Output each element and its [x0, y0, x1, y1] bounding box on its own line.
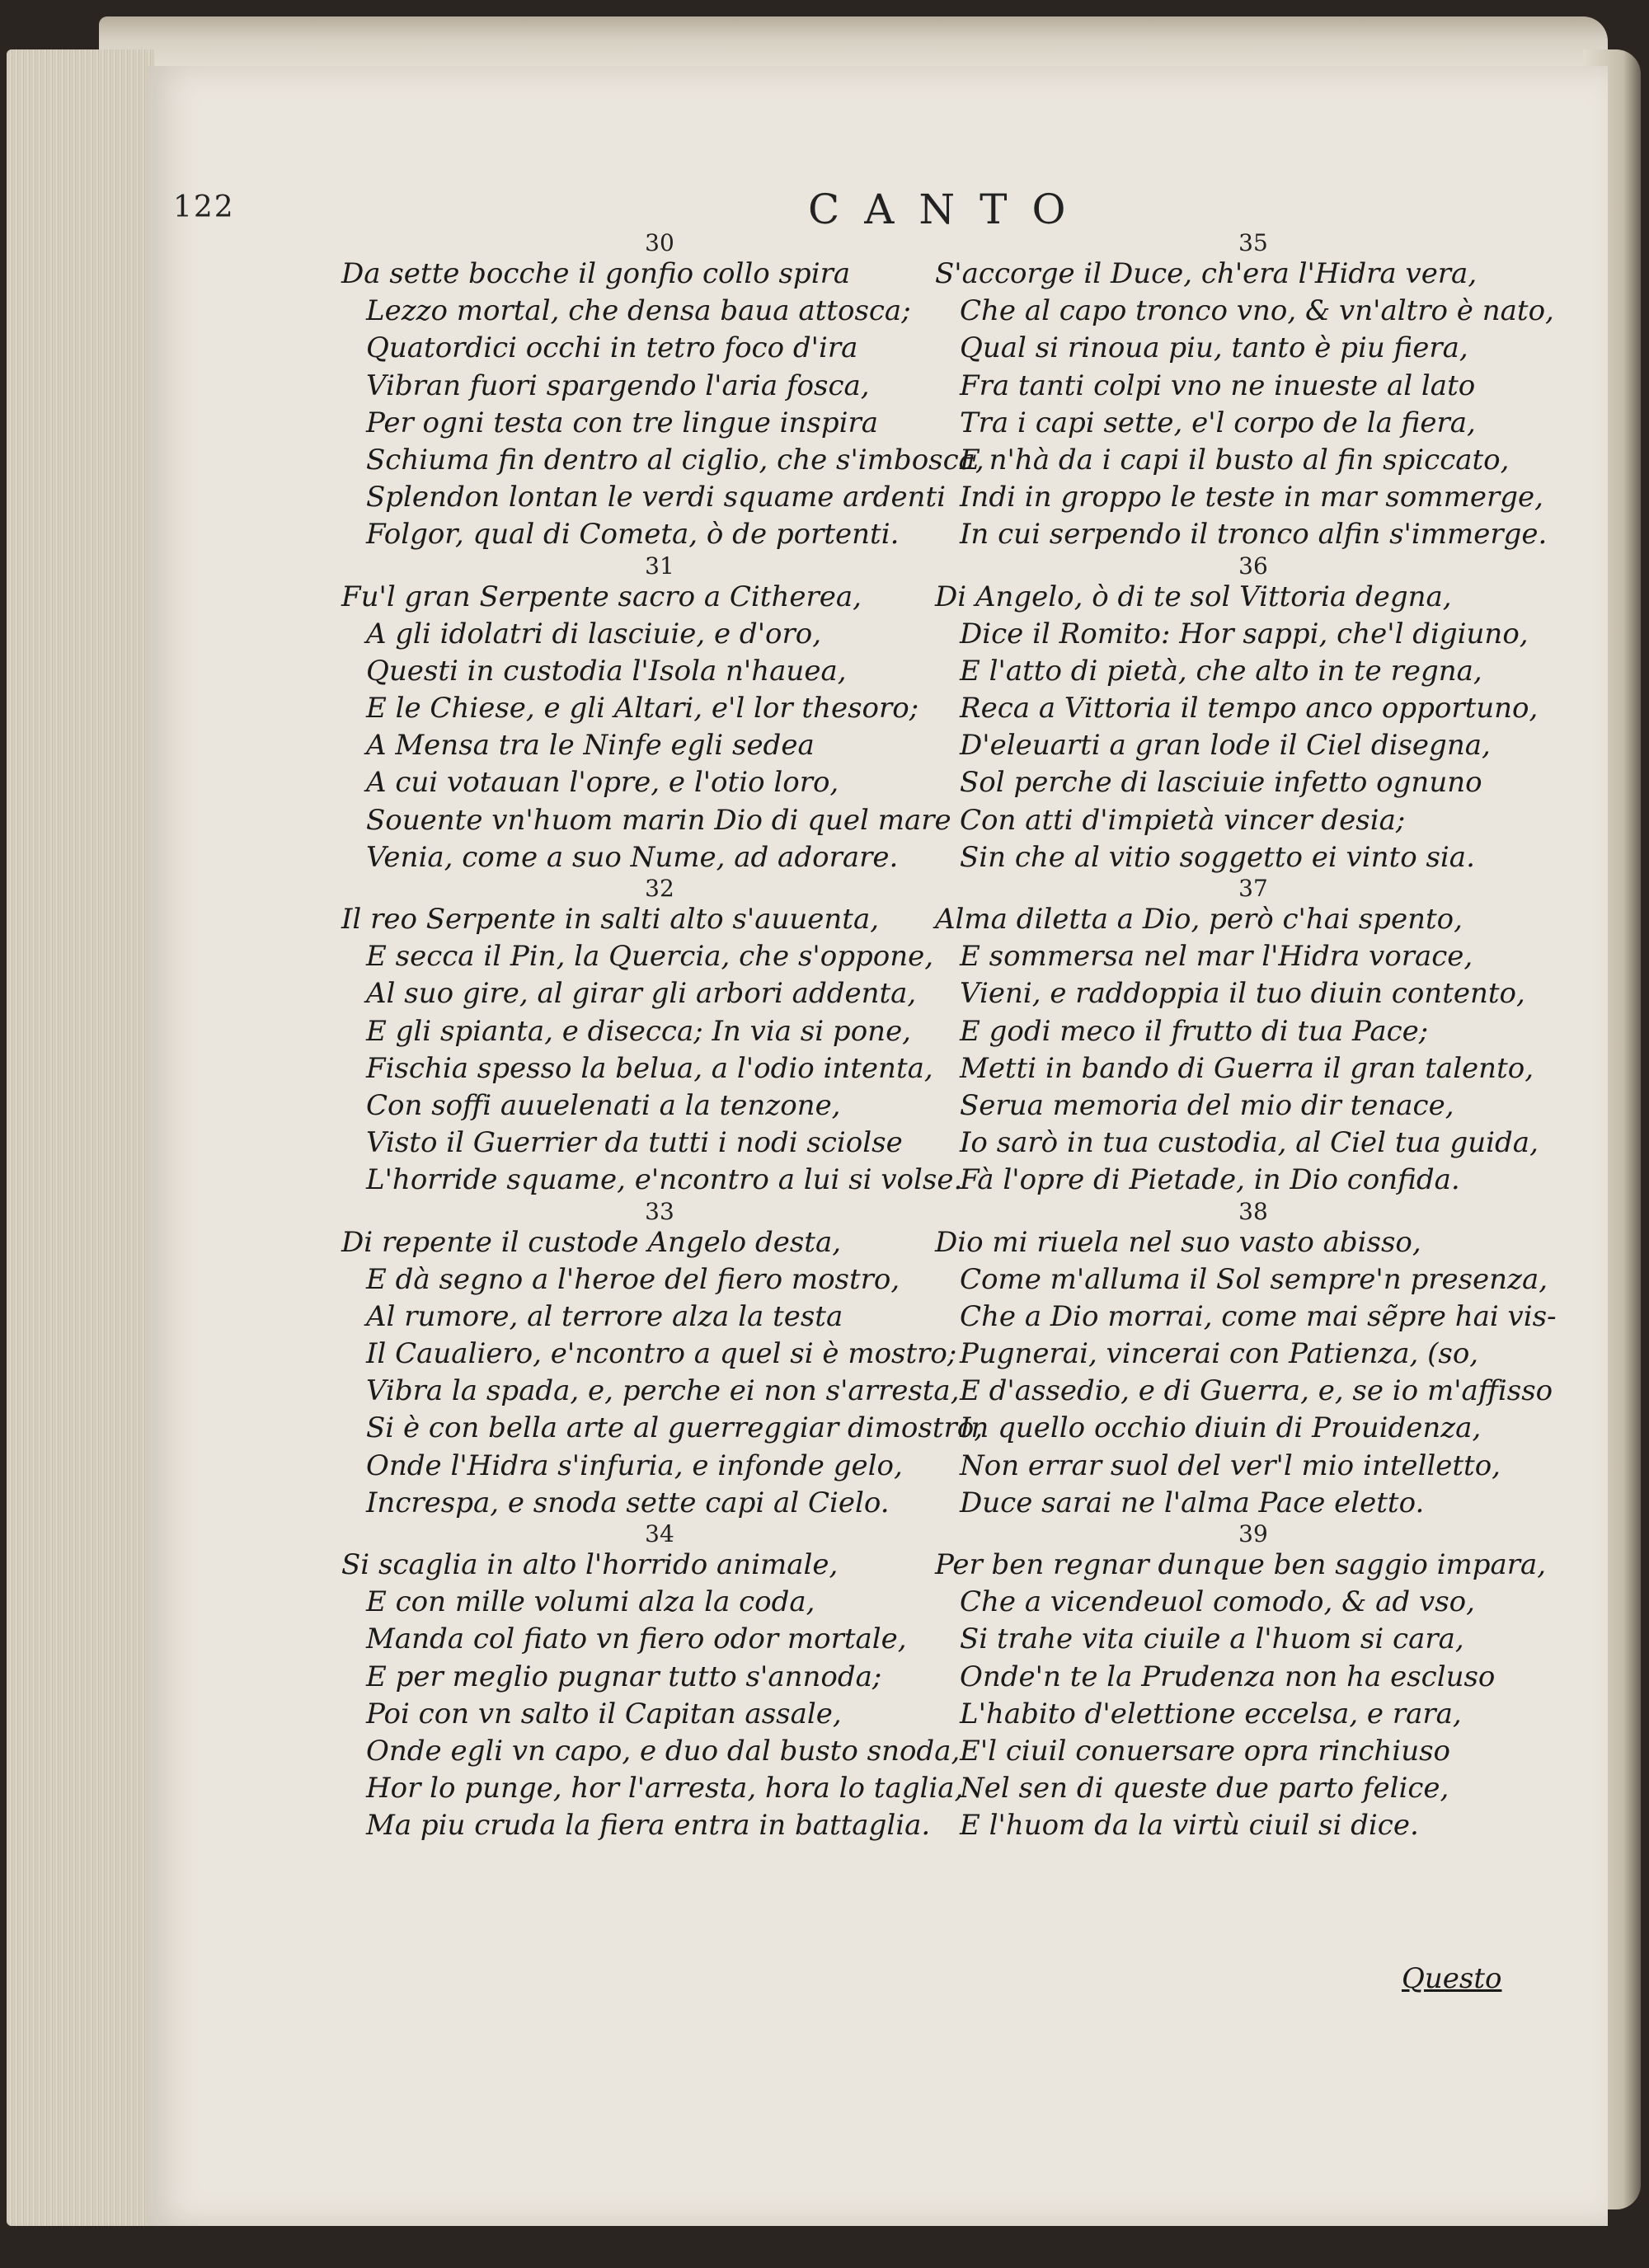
verse-line: Come m'alluma il Sol sempre'n presenza, — [960, 1262, 1548, 1296]
verse-line: Il Caualiero, e'ncontro a quel si è mostro; — [366, 1337, 957, 1371]
verse-line: E l'huom da la virtù ciuil si dice. — [960, 1809, 1419, 1843]
left-column — [341, 229, 984, 1845]
verse-line: Al rumore, al terrore alza la testa — [366, 1299, 843, 1333]
verse-line: E gli spianta, e disecca; In via si pone, — [366, 1014, 911, 1048]
verse-line: Qual si rinoua piu, tanto è piu fiera, — [960, 331, 1468, 365]
verse-line: Si scaglia in alto l'horrido animale, — [341, 1548, 839, 1581]
verse-line: Visto il Guerrier da tutti i nodi sciolse — [366, 1126, 903, 1160]
page-header — [173, 185, 1459, 235]
verse-line: Poi con vn salto il Capitan assale, — [366, 1697, 842, 1730]
verse-line: Che al capo tronco vno, & vn'altro è nato, — [960, 294, 1554, 328]
verse-line: Non errar suol del ver'l mio intelletto, — [960, 1449, 1501, 1482]
page-left-edges — [7, 49, 155, 2226]
right-column — [935, 229, 1567, 1845]
stanza-number: 35 — [1238, 229, 1268, 256]
verse-line: Con atti d'impietà vincer desia; — [960, 803, 1406, 837]
running-title: CANTO — [808, 185, 1091, 233]
verse-line: Lezzo mortal, che densa baua attosca; — [366, 294, 911, 328]
stanza-number: 37 — [1238, 875, 1268, 902]
stanza — [341, 552, 973, 877]
verse-line: In cui serpendo il tronco alfin s'immerge. — [960, 518, 1548, 552]
verse-line: Nel sen di queste due parto felice, — [960, 1772, 1449, 1805]
stanza — [935, 1520, 1567, 1845]
verse-line: Ma piu cruda la fiera entra in battaglia. — [366, 1809, 931, 1843]
stanza-number: 33 — [645, 1197, 674, 1225]
stanza-number: 39 — [1238, 1520, 1268, 1547]
verse-line: Manda col fiato vn fiero odor mortale, — [366, 1622, 907, 1656]
verse-line: Folgor, qual di Cometa, ò de portenti. — [366, 518, 900, 552]
stanza — [341, 1197, 984, 1523]
verse-line: E d'assedio, e di Guerra, e, se io m'affisso — [960, 1374, 1553, 1408]
verse-line: Di Angelo, ò di te sol Vittoria degna, — [935, 580, 1452, 613]
verse-line: Vieni, e raddoppia il tuo diuin contento, — [960, 977, 1525, 1011]
stanza-number: 30 — [645, 229, 674, 256]
verse-line: Che a vicendeuol comodo, & ad vso, — [960, 1585, 1475, 1619]
verse-line: Tra i capi sette, e'l corpo de la fiera, — [960, 406, 1476, 439]
verse-line: Splendon lontan le verdi squame ardenti — [366, 481, 946, 514]
verse-line: Al suo gire, al girar gli arbori addenta, — [366, 977, 917, 1011]
stanza-number: 32 — [645, 875, 674, 902]
verse-line: S'accorge il Duce, ch'era l'Hidra vera, — [935, 257, 1478, 290]
verse-line: E per meglio pugnar tutto s'annoda; — [366, 1660, 882, 1693]
verse-line: Dice il Romito: Hor sappi, che'l digiuno, — [960, 617, 1529, 650]
verse-line: E secca il Pin, la Quercia, che s'oppone, — [366, 940, 934, 974]
stanza-number: 38 — [1238, 1197, 1268, 1225]
verse-line: Onde l'Hidra s'infuria, e infonde gelo, — [366, 1449, 903, 1482]
verse-line: Di repente il custode Angelo desta, — [341, 1225, 842, 1259]
verse-line: E n'hà da i capi il busto al fin spiccato, — [960, 443, 1510, 477]
verse-line: D'eleuarti a gran lode il Ciel disegna, — [960, 729, 1491, 763]
stanza — [341, 229, 984, 554]
verse-line: A gli idolatri di lasciuie, e d'oro, — [366, 617, 822, 650]
verse-line: Metti in bando di Guerra il gran talento, — [960, 1051, 1534, 1085]
verse-line: Fischia spesso la belua, a l'odio intenta, — [366, 1051, 933, 1085]
verse-line: Fu'l gran Serpente sacro a Citherea, — [341, 580, 862, 613]
verse-line: Fra tanti colpi vno ne inueste al lato — [960, 369, 1476, 402]
verse-line: A Mensa tra le Ninfe egli sedea — [366, 729, 815, 763]
verse-line: A cui votauan l'opre, e l'otio loro, — [366, 766, 839, 800]
verse-line: Hor lo punge, hor l'arresta, hora lo taglia, — [366, 1772, 964, 1805]
verse-line: Quatordici occhi in tetro foco d'ira — [366, 331, 858, 365]
verse-line: Vibra la spada, e, perche ei non s'arresta, — [366, 1374, 960, 1408]
verse-line: Sin che al vitio soggetto ei vinto sia. — [960, 840, 1475, 874]
verse-line: Si è con bella arte al guerreggiar dimostro, — [366, 1411, 984, 1445]
verse-line: Dio mi riuela nel suo vasto abisso, — [935, 1225, 1421, 1259]
verse-line: Alma diletta a Dio, però c'hai spento, — [935, 903, 1463, 936]
verse-line: Sol perche di lasciuie infetto ognuno — [960, 766, 1482, 800]
stanza — [935, 1197, 1567, 1523]
verse-line: Increspa, e snoda sette capi al Cielo. — [366, 1486, 890, 1519]
verse-line: Indi in groppo le teste in mar sommerge, — [960, 481, 1543, 514]
verse-line: E l'atto di pietà, che alto in te regna, — [960, 654, 1482, 688]
verse-line: Pugnerai, vincerai con Patienza, (so, — [960, 1337, 1479, 1371]
verse-line: Io sarò in tua custodia, al Ciel tua guida, — [960, 1126, 1539, 1160]
verse-line: E con mille volumi alza la coda, — [366, 1585, 815, 1619]
verse-line: E dà segno a l'heroe del fiero mostro, — [366, 1262, 900, 1296]
verse-line: E godi meco il frutto di tua Pace; — [960, 1014, 1429, 1048]
verse-line: Questi in custodia l'Isola n'hauea, — [366, 654, 847, 688]
verse-line: Che a Dio morrai, come mai sẽpre hai vis- — [960, 1299, 1557, 1333]
verse-line: E le Chiese, e gli Altari, e'l lor thesoro; — [366, 692, 919, 725]
verse-line: Onde egli vn capo, e duo dal busto snoda, — [366, 1734, 961, 1768]
verse-line: L'habito d'elettione eccelsa, e rara, — [960, 1697, 1462, 1730]
verse-line: Per ogni testa con tre lingue inspira — [366, 406, 878, 439]
verse-line: Schiuma fin dentro al ciglio, che s'imbosca, — [366, 443, 984, 477]
verse-line: E sommersa nel mar l'Hidra vorace, — [960, 940, 1473, 974]
stanza — [935, 875, 1567, 1200]
verse-line: Il reo Serpente in salti alto s'auuenta, — [341, 903, 880, 936]
stanza — [935, 229, 1567, 554]
verse-line: E'l ciuil conuersare opra rinchiuso — [960, 1734, 1451, 1768]
verse-line: Fà l'opre di Pietade, in Dio confida. — [960, 1163, 1460, 1197]
verse-line: Si trahe vita ciuile a l'huom si cara, — [960, 1622, 1464, 1656]
verse-line: Reca a Vittoria il tempo anco opportuno, — [960, 692, 1539, 725]
verse-line: Vibran fuori spargendo l'aria fosca, — [366, 369, 870, 402]
page-number: 122 — [173, 190, 235, 224]
verse-line: Onde'n te la Prudenza non ha escluso — [960, 1660, 1496, 1693]
verse-line: Da sette bocche il gonfio collo spira — [341, 257, 851, 290]
verse-line: In quello occhio diuin di Prouidenza, — [960, 1411, 1482, 1445]
stanza-number: 31 — [645, 552, 674, 580]
stanza — [341, 875, 973, 1200]
verse-line: Con soffi auuelenati a la tenzone, — [366, 1088, 841, 1122]
catchword: Questo — [1402, 1962, 1502, 1995]
stanza — [341, 1520, 973, 1845]
verse-line: Venia, come a suo Nume, ad adorare. — [366, 840, 899, 874]
stanza — [935, 552, 1567, 877]
verse-line: Souente vn'huom marin Dio di quel mare — [366, 803, 951, 837]
verse-line: Duce sarai ne l'alma Pace eletto. — [960, 1486, 1425, 1519]
verse-line: L'horride squame, e'ncontro a lui si volse. — [366, 1163, 963, 1197]
verse-line: Serua memoria del mio dir tenace, — [960, 1088, 1454, 1122]
stanza-number: 34 — [645, 1520, 674, 1547]
verse-line: Per ben regnar dunque ben saggio impara, — [935, 1548, 1547, 1581]
stanza-number: 36 — [1238, 552, 1268, 580]
